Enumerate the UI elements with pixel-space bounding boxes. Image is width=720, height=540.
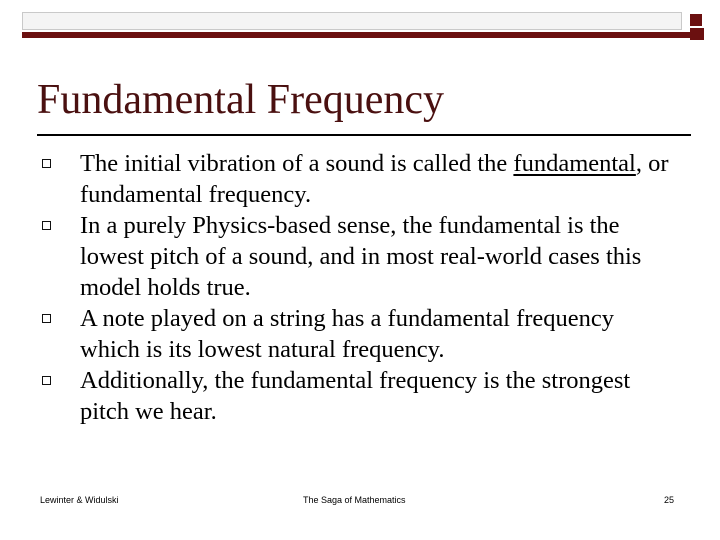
footer-title: The Saga of Mathematics (303, 495, 406, 505)
bullet-item (0, 148, 720, 210)
bullet-item (0, 303, 720, 365)
underlined-term: fundamental (513, 150, 636, 177)
key-term: fundamental frequency (80, 181, 305, 208)
bullet-text: Additionally, the fundamental frequency is the strongest pitch we hear. (80, 367, 631, 425)
bullet-text: A note played on a string has a fundamental frequency which is its lowest natural frequency. (80, 305, 615, 363)
bullet-text-middle: , or (635, 150, 669, 177)
bullet-text-end: . (304, 181, 312, 208)
footer-authors: Lewinter & Widulski (40, 495, 119, 505)
page-number: 25 (664, 495, 675, 505)
square-bullet-icon (42, 314, 51, 323)
square-bullet-icon (42, 376, 51, 385)
bullet-list (0, 148, 720, 427)
header-rule (22, 32, 704, 38)
square-bullet-icon (42, 221, 51, 230)
bullet-text: In a purely Physics-based sense, the fundamental is the lowest pitch of a sound, and in most real-world cases this model holds true. (80, 212, 642, 301)
bullet-text-start: The initial vibration of a sound is called the (80, 150, 514, 177)
slide-title: Fundamental Frequency (37, 77, 445, 123)
bullet-item (0, 210, 720, 303)
title-underline (37, 134, 691, 136)
bullet-item (0, 365, 720, 427)
header-band (22, 12, 682, 30)
corner-square-top (690, 14, 702, 26)
square-bullet-icon (42, 159, 51, 168)
